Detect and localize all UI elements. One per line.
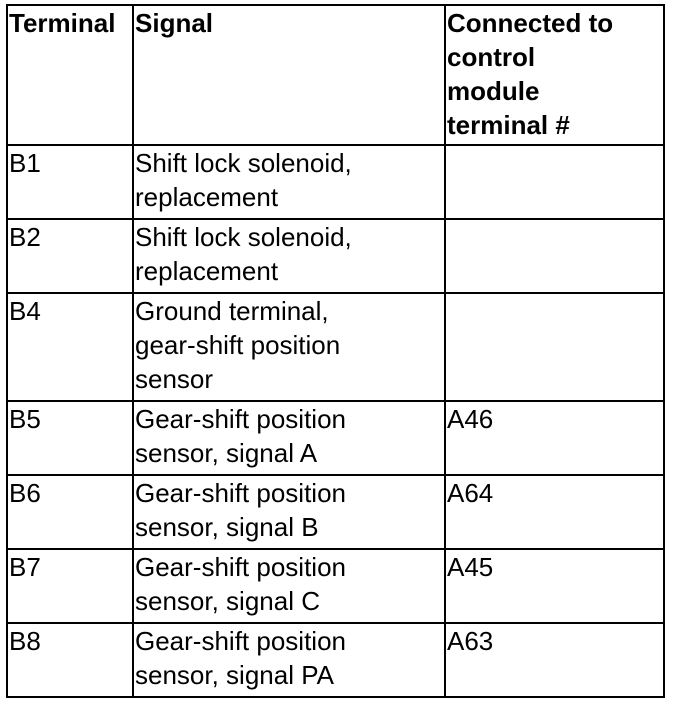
signal-cell	[133, 623, 445, 697]
connected-terminal-cell	[445, 219, 664, 293]
signal-line: replacement	[135, 256, 279, 286]
signal-line: Gear-shift position	[135, 478, 346, 508]
table-row	[7, 549, 664, 623]
terminal-signal-table	[6, 4, 665, 698]
connected-terminal-cell: A64	[445, 475, 664, 549]
table-row	[7, 475, 664, 549]
terminal-cell: B8	[7, 623, 133, 697]
terminal-cell: B1	[7, 145, 133, 219]
terminal-cell: B6	[7, 475, 133, 549]
connected-terminal-cell: A46	[445, 401, 664, 475]
header-connected-line: terminal #	[447, 110, 570, 140]
terminal-cell: B4	[7, 293, 133, 401]
table-row	[7, 401, 664, 475]
table-row	[7, 145, 664, 219]
table-row	[7, 623, 664, 697]
signal-cell	[133, 401, 445, 475]
table-row	[7, 293, 664, 401]
table-row	[7, 219, 664, 293]
signal-line: Shift lock solenoid,	[135, 148, 352, 178]
table-body	[7, 145, 664, 697]
signal-line: sensor, signal C	[135, 586, 320, 616]
connected-terminal-cell	[445, 145, 664, 219]
connected-terminal-cell: A63	[445, 623, 664, 697]
connected-terminal-cell	[445, 293, 664, 401]
terminal-cell: B5	[7, 401, 133, 475]
header-connected-line: Connected to	[447, 8, 614, 38]
signal-cell	[133, 219, 445, 293]
header-signal: Signal	[133, 5, 445, 145]
signal-line: Gear-shift position	[135, 404, 346, 434]
signal-line: Ground terminal,	[135, 296, 329, 326]
signal-cell	[133, 145, 445, 219]
signal-line: Gear-shift position	[135, 626, 346, 656]
signal-line: Shift lock solenoid,	[135, 222, 352, 252]
signal-line: sensor	[135, 364, 214, 394]
signal-line: gear-shift position	[135, 330, 341, 360]
header-connected-to	[445, 5, 664, 145]
signal-cell	[133, 293, 445, 401]
header-connected-line: control	[447, 42, 536, 72]
signal-line: sensor, signal B	[135, 512, 319, 542]
terminal-cell: B7	[7, 549, 133, 623]
signal-line: Gear-shift position	[135, 552, 346, 582]
header-terminal: Terminal	[7, 5, 133, 145]
signal-line: sensor, signal PA	[135, 660, 334, 690]
signal-line: sensor, signal A	[135, 438, 318, 468]
terminal-cell: B2	[7, 219, 133, 293]
signal-line: replacement	[135, 182, 279, 212]
connected-terminal-cell: A45	[445, 549, 664, 623]
table-header-row	[7, 5, 664, 145]
signal-cell	[133, 475, 445, 549]
header-connected-line: module	[447, 76, 540, 106]
signal-cell	[133, 549, 445, 623]
